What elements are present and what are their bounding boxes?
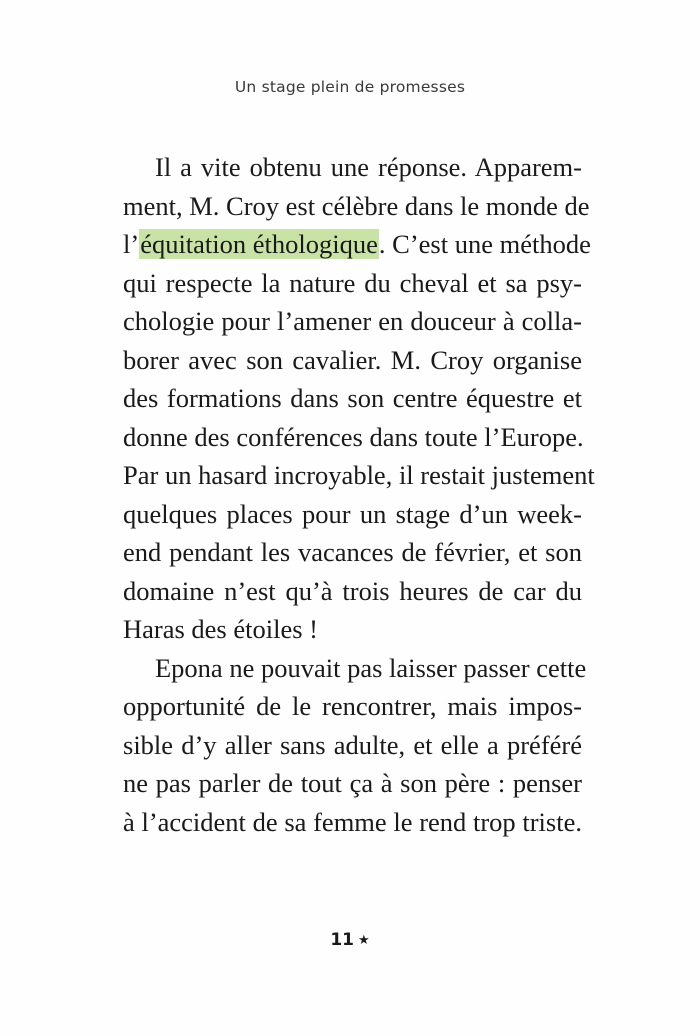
- text-line: Par un hasard incroyable, il restait justement: [123, 460, 595, 490]
- text-line: à l’accident de sa femme le rend trop triste.: [123, 806, 582, 837]
- highlighted-term[interactable]: équitation éthologique: [140, 229, 378, 259]
- body-text: [123, 148, 595, 841]
- text-fragment: l’: [123, 229, 140, 259]
- text-fragment: . C’est une méthode: [378, 229, 591, 259]
- text-line: qui respecte la nature du cheval et sa psy-: [123, 267, 582, 298]
- page-number-value: 11: [330, 930, 354, 950]
- text-line: borer avec son cavalier. M. Croy organise: [123, 344, 582, 375]
- text-line: domaine n’est qu’à trois heures de car du: [123, 575, 582, 606]
- text-line: Haras des étoiles !: [123, 614, 318, 644]
- text-line: opportunité de le rencontrer, mais impos-: [123, 691, 582, 721]
- page-number: [0, 930, 700, 950]
- text-line: chologie pour l’amener en douceur à colla-: [123, 306, 582, 336]
- text-line: ment, M. Croy est célèbre dans le monde de: [123, 190, 590, 221]
- text-line: end pendant les vacances de février, et son: [123, 537, 582, 567]
- text-line: quelques places pour un stage d’un week-: [123, 498, 582, 529]
- text-line: des formations dans son centre équestre et: [123, 383, 582, 413]
- text-line: donne des conférences dans toute l’Europe.: [123, 421, 584, 452]
- running-header: Un stage plein de promesses: [234, 78, 466, 96]
- text-line: sible d’y aller sans adulte, et elle a préféré: [123, 729, 582, 760]
- text-line: Epona ne pouvait pas laisser passer cette: [155, 652, 587, 683]
- text-line: Il a vite obtenu une réponse. Apparem-: [155, 152, 582, 182]
- text-line: ne pas parler de tout ça à son père : penser: [123, 768, 582, 798]
- star-icon: ★: [358, 933, 370, 948]
- text-line-with-highlight: [123, 225, 591, 264]
